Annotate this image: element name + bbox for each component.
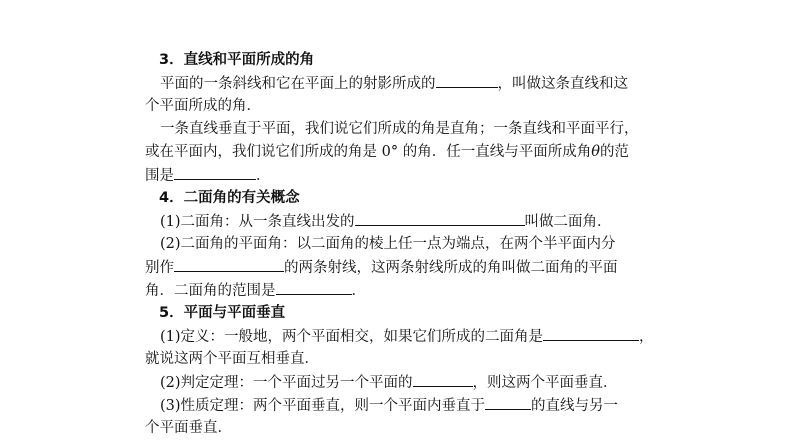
blank-dihedral-range — [276, 279, 352, 295]
section-3-heading — [159, 49, 659, 71]
blank-dihedral-def — [355, 210, 525, 226]
blank-right-dihedral — [543, 325, 639, 341]
text-segment: 的两条射线，这两条射线所成的角叫做二面角的平面 — [284, 260, 618, 276]
section-5-line-1 — [160, 325, 660, 348]
section-4-line-4 — [145, 279, 645, 302]
text-segment: 个平面所成的角． — [145, 98, 261, 114]
text-segment: 围是 — [145, 168, 174, 184]
section-3-line-1 — [160, 72, 660, 95]
theta-symbol: θ — [591, 144, 600, 160]
section-5-line-4 — [160, 394, 660, 417]
text-segment: 一条直线垂直于平面，我们说它们所成的角是直角；一条直线和平面平行， — [160, 121, 639, 137]
section-5-line-3 — [160, 371, 660, 394]
text-segment: 的直线与另一 — [531, 398, 619, 414]
text-segment: 就说这两个平面互相垂直． — [145, 351, 319, 367]
section-4-heading-text: 4．二面角的有关概念 — [159, 190, 300, 206]
text-segment: ， — [639, 329, 654, 345]
section-3-line-2 — [145, 95, 645, 117]
text-segment: ，则这两个平面垂直． — [472, 375, 618, 391]
text-segment: 个平面垂直． — [145, 420, 232, 436]
section-4-line-1 — [160, 210, 660, 233]
section-3-line-3 — [160, 118, 660, 140]
text-segment: ． — [351, 283, 366, 299]
blank-angle-range — [174, 164, 256, 180]
text-segment: 别作 — [145, 260, 174, 276]
text-segment: ，叫做这条直线和这 — [497, 76, 628, 92]
text-segment: 平面的一条斜线和它在平面上的射影所成的 — [160, 76, 436, 92]
text-segment: 或在平面内，我们说它们所成的角是 0° 的角．任一直线与平面所成角 — [145, 144, 592, 160]
text-segment: ． — [256, 168, 271, 184]
text-segment: 的范 — [599, 144, 629, 160]
blank-perpendicular-line — [413, 371, 473, 387]
section-5-heading — [159, 302, 659, 324]
text-segment: (3)性质定理：两个平面垂直，则一个平面内垂直于 — [160, 398, 486, 414]
section-4-heading — [159, 187, 659, 209]
text-segment: (1)二面角：从一条直线出发的 — [160, 214, 355, 230]
section-5-line-5 — [145, 417, 645, 439]
section-5-heading-text: 5．平面与平面垂直 — [159, 305, 286, 321]
section-3-line-5 — [145, 164, 645, 187]
blank-perpendicular-rays — [174, 256, 284, 272]
blank-intersection-line — [485, 394, 531, 410]
blank-projection-angle — [436, 72, 498, 88]
section-4-line-3 — [145, 256, 645, 279]
section-3-heading-text: 3．直线和平面所成的角 — [159, 52, 315, 68]
section-3-line-4 — [145, 141, 645, 163]
text-segment: 角．二面角的范围是 — [145, 283, 276, 299]
text-segment: (2)二面角的平面角：以二面角的棱上任一点为端点，在两个半平面内分 — [160, 236, 616, 252]
text-segment: (1)定义：一般地，两个平面相交，如果它们所成的二面角是 — [160, 329, 544, 345]
text-segment: 叫做二面角． — [524, 214, 612, 230]
text-segment: (2)判定定理：一个平面过另一个平面的 — [160, 375, 413, 391]
section-4-line-2 — [160, 233, 660, 255]
section-5-line-2 — [145, 348, 645, 370]
